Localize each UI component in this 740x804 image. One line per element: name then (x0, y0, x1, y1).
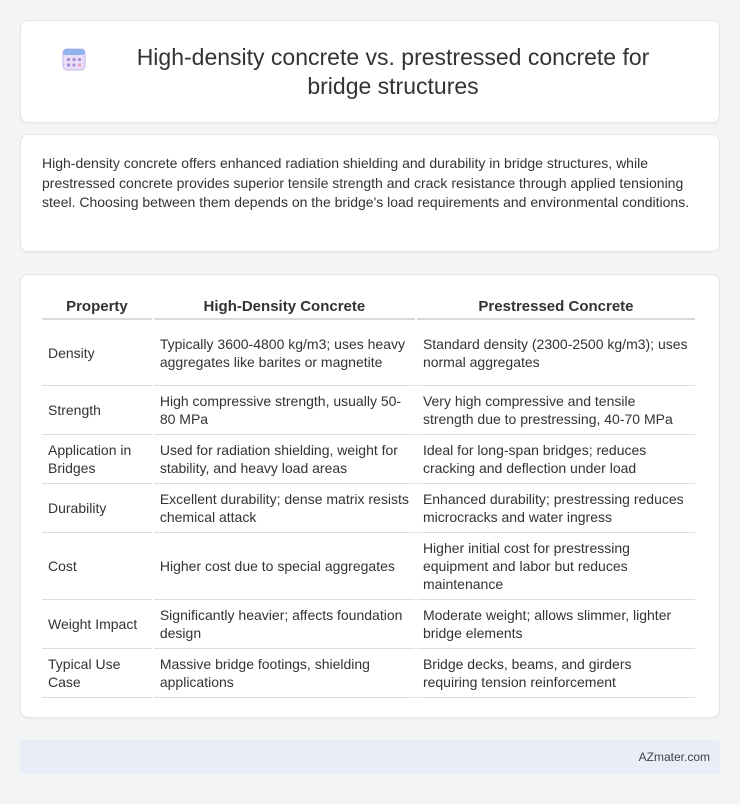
table-cell: Significantly heavier; affects foundation design (154, 600, 415, 649)
column-header-prestressed: Prestressed Concrete (417, 294, 695, 320)
intro-paragraph: High-density concrete offers enhanced radiation shielding and durability in bridge structures, while prestressed concrete provides superior tensile strength and crack resistance through applied tensioning steel. Choosing between them depends on the bridge's load requirements and environmental conditions. (42, 155, 690, 210)
table-cell: Standard density (2300-2500 kg/m3); uses normal aggregates (417, 320, 695, 386)
row-label: Weight Impact (42, 600, 152, 649)
table-row (42, 533, 695, 600)
table-row (42, 600, 695, 649)
row-label: Density (42, 320, 152, 386)
title-card (20, 20, 720, 123)
table-cell: Moderate weight; allows slimmer, lighter bridge elements (417, 600, 695, 649)
table-row (42, 649, 695, 698)
table-cell: Excellent durability; dense matrix resists chemical attack (154, 484, 415, 533)
comparison-table (40, 294, 697, 698)
row-label: Cost (42, 533, 152, 600)
table-cell: Used for radiation shielding, weight for stability, and heavy load areas (154, 435, 415, 484)
table-cell: Massive bridge footings, shielding applications (154, 649, 415, 698)
footer-site-link[interactable]: AZmater.com (638, 750, 710, 764)
table-cell: Higher cost due to special aggregates (154, 533, 415, 600)
table-cell: Ideal for long-span bridges; reduces cracking and deflection under load (417, 435, 695, 484)
page-title: High-density concrete vs. prestressed concrete for bridge structures (136, 43, 650, 99)
table-row (42, 320, 695, 386)
calendar-icon (61, 46, 87, 72)
column-header-high-density: High-Density Concrete (154, 294, 415, 320)
table-cell: Bridge decks, beams, and girders requiring tension reinforcement (417, 649, 695, 698)
intro-card (20, 134, 720, 252)
row-label: Application in Bridges (42, 435, 152, 484)
row-label: Strength (42, 386, 152, 435)
table-header-row (42, 294, 695, 320)
table-cell: Enhanced durability; prestressing reduces microcracks and water ingress (417, 484, 695, 533)
column-header-property: Property (42, 294, 152, 320)
table-row (42, 435, 695, 484)
footer-bar (20, 740, 720, 774)
table-cell: High compressive strength, usually 50-80 MPa (154, 386, 415, 435)
row-label: Durability (42, 484, 152, 533)
table-cell: Typically 3600-4800 kg/m3; uses heavy aggregates like barites or magnetite (154, 320, 415, 386)
comparison-card (20, 274, 720, 718)
table-row (42, 386, 695, 435)
table-row (42, 484, 695, 533)
table-cell: Higher initial cost for prestressing equipment and labor but reduces maintenance (417, 533, 695, 600)
table-cell: Very high compressive and tensile strength due to prestressing, 40-70 MPa (417, 386, 695, 435)
title-wrap (61, 43, 679, 101)
row-label: Typical Use Case (42, 649, 152, 698)
